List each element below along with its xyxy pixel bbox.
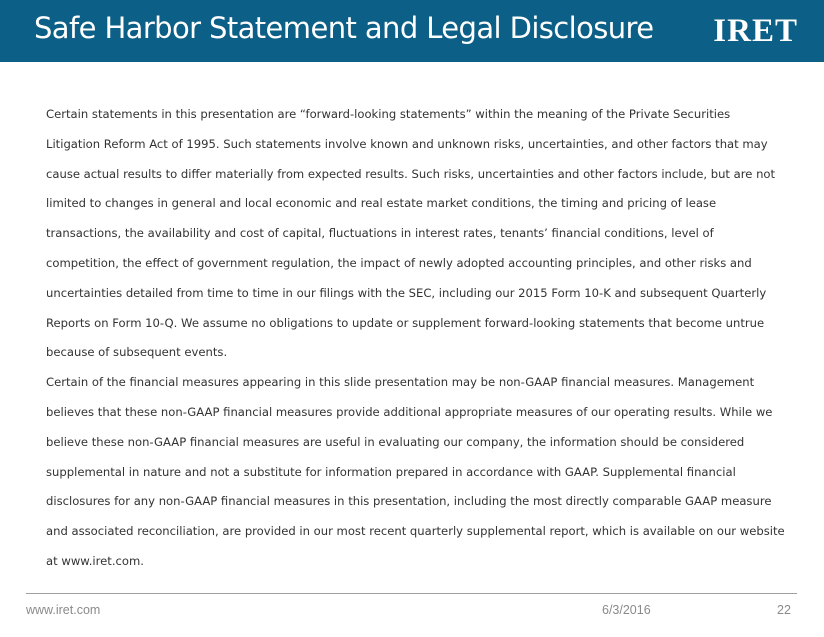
- slide-title: Safe Harbor Statement and Legal Disclosure: [34, 11, 654, 45]
- iret-logo: IRET: [713, 13, 798, 49]
- page-number: 22: [777, 603, 791, 617]
- disclosure-text: [46, 100, 786, 577]
- footer-website: www.iret.com: [26, 603, 101, 617]
- footer-date: 6/3/2016: [602, 603, 651, 617]
- footer-divider: [26, 593, 797, 594]
- non-gaap-paragraph: Certain of the financial measures appearing in this slide presentation may be non-GAAP financial measures. Management believes that these non-GAAP financial measures provide additional appropriate measures of our operating results. While we believe these non-GAAP financial measures are useful in evaluating our company, the information should be considered supplemental in nature and not a substitute for information prepared in accordance with GAAP. Supplemental financial disclosures for any non-GAAP financial measures in this presentation, including the most directly comparable GAAP measure and associated reconciliation, are provided in our most recent quarterly supplemental report, which is available on our website at www.iret.com.: [46, 375, 785, 568]
- title-bar: [0, 0, 824, 62]
- safe-harbor-paragraph: Certain statements in this presentation are “forward-looking statements” within the meaning of the Private Securities Litigation Reform Act of 1995. Such statements involve known and unknown risks, uncertainties, and other factors that may cause actual results to differ materially from expected results. Such risks, uncertainties and other factors include, but are not limited to changes in general and local economic and real estate market conditions, the timing and pricing of lease transactions, the availability and cost of capital, fluctuations in interest rates, tenants’ financial conditions, level of competition, the effect of government regulation, the impact of newly adopted accounting principles, and other risks and uncertainties detailed from time to time in our filings with the SEC, including our 2015 Form 10-K and subsequent Quarterly Reports on Form 10-Q. We assume no obligations to update or supplement forward-looking statements that become untrue because of subsequent events.: [46, 107, 776, 360]
